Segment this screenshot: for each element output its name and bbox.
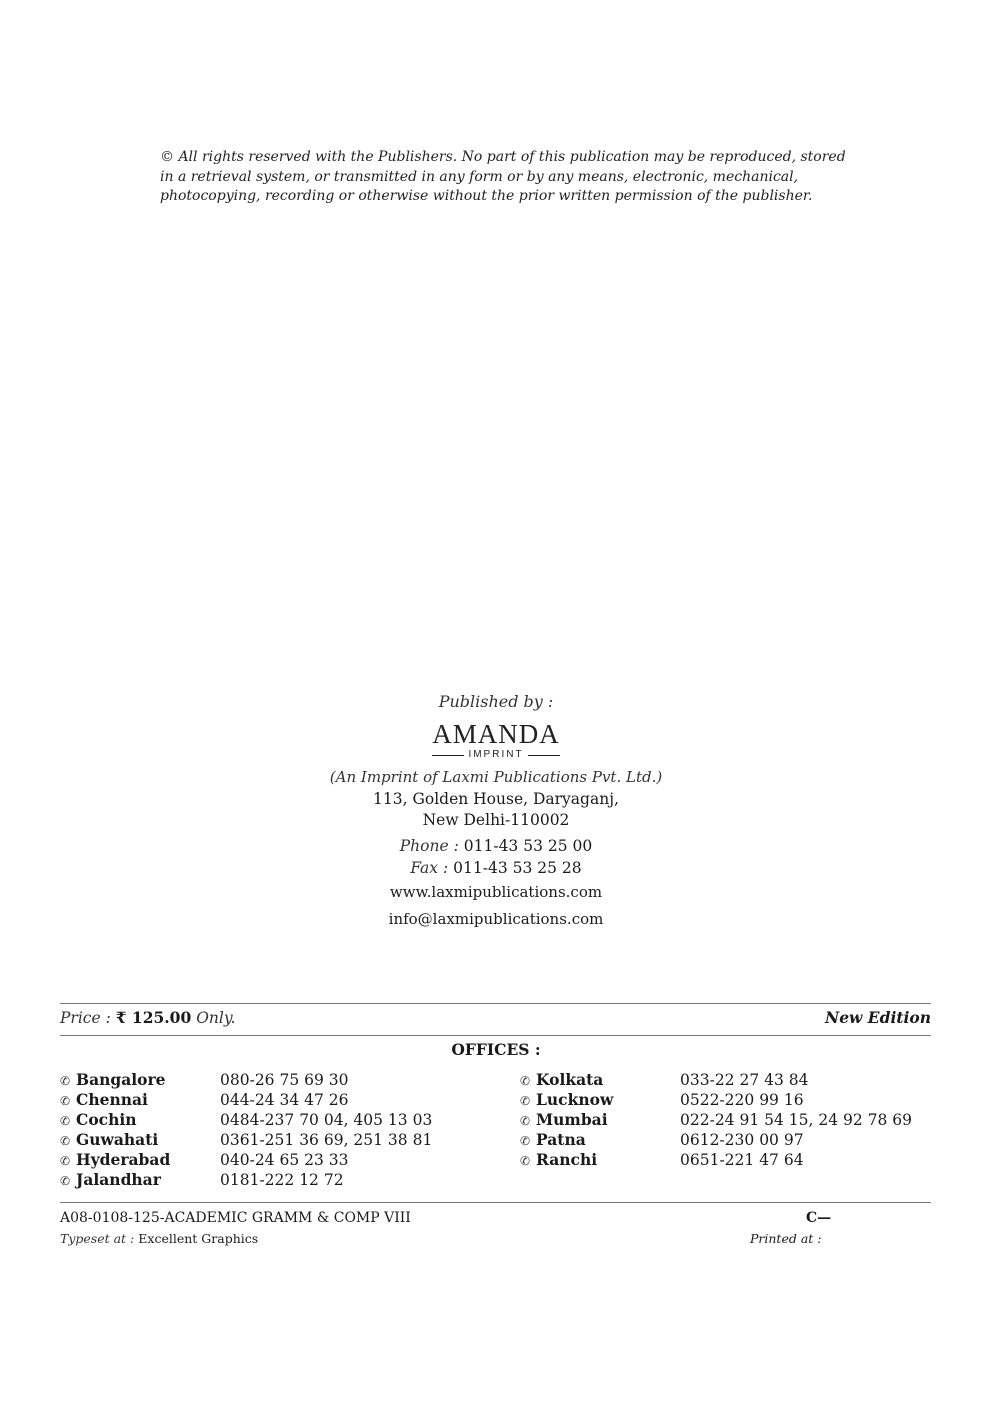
logo-imprint (416, 749, 576, 761)
amanda-imprint-logo (416, 720, 576, 761)
phone-icon: ✆ (520, 1094, 531, 1108)
phone-icon: ✆ (60, 1154, 71, 1168)
imprint-of-line: (An Imprint of Laxmi Publications Pvt. Ltd.) (329, 768, 663, 786)
phone-icon: ✆ (520, 1154, 531, 1168)
logo-rule-left (432, 755, 464, 756)
price-row (60, 1007, 931, 1029)
logo-rule-right (528, 755, 560, 756)
printed-at-label: Printed at : (750, 1231, 822, 1246)
office-city: Kolkata (536, 1070, 604, 1089)
publisher-block (0, 690, 992, 933)
phone-value: 011-43 53 25 00 (463, 837, 593, 855)
price-label: Price : (60, 1009, 111, 1027)
office-phone: 0361-251 36 69, 251 38 81 (220, 1131, 433, 1149)
office-phone: 0181-222 12 72 (220, 1171, 344, 1189)
office-city: Jalandhar (76, 1170, 161, 1189)
office-phone: 044-24 34 47 26 (220, 1091, 349, 1109)
office-city: Bangalore (76, 1070, 166, 1089)
fax-row (0, 857, 992, 879)
phone-icon: ✆ (520, 1114, 531, 1128)
office-phone: 022-24 91 54 15, 24 92 78 69 (680, 1111, 913, 1129)
office-row (60, 1090, 432, 1110)
phone-row (0, 835, 992, 857)
office-phone: 080-26 75 69 30 (220, 1071, 349, 1089)
address-line-1: 113, Golden House, Daryaganj, (373, 790, 619, 808)
price-suffix: Only. (196, 1009, 236, 1027)
office-phone: 0484-237 70 04, 405 13 03 (220, 1111, 433, 1129)
fax-value: 011-43 53 25 28 (453, 859, 582, 877)
phone-icon: ✆ (60, 1174, 71, 1188)
phone-icon: ✆ (60, 1134, 71, 1148)
office-city: Chennai (76, 1090, 148, 1109)
office-row (60, 1170, 432, 1190)
office-city: Cochin (76, 1110, 137, 1129)
office-phone: 040-24 65 23 33 (220, 1151, 349, 1169)
email-link[interactable]: info@laxmipublications.com (388, 910, 604, 928)
logo-imprint-text: IMPRINT (468, 749, 524, 760)
phone-icon: ✆ (520, 1074, 531, 1088)
office-city: Ranchi (536, 1150, 598, 1169)
office-city: Patna (536, 1130, 586, 1149)
phone-icon: ✆ (60, 1114, 71, 1128)
typeset-line (60, 1230, 258, 1248)
office-city: Hyderabad (76, 1150, 171, 1169)
office-phone: 0612-230 00 97 (680, 1131, 804, 1149)
office-row (520, 1090, 912, 1110)
logo-name: AMANDA (432, 719, 560, 749)
office-phone: 0522-220 99 16 (680, 1091, 804, 1109)
office-row (520, 1110, 912, 1130)
office-row (60, 1110, 432, 1130)
office-row (520, 1150, 912, 1170)
office-city: Guwahati (76, 1130, 159, 1149)
edition-label: New Edition (825, 1008, 931, 1027)
office-row (60, 1070, 432, 1090)
divider-price (60, 1035, 931, 1036)
book-code: A08-0108-125-ACADEMIC GRAMM & COMP VIII (60, 1210, 411, 1226)
phone-icon: ✆ (520, 1134, 531, 1148)
phone-icon: ✆ (60, 1074, 71, 1088)
offices-left-column (60, 1070, 432, 1190)
office-phone: 0651-221 47 64 (680, 1151, 804, 1169)
address-line-2: New Delhi-110002 (422, 811, 570, 829)
office-city: Mumbai (536, 1110, 608, 1129)
website-link[interactable]: www.laxmipublications.com (389, 883, 603, 901)
phone-icon: ✆ (60, 1094, 71, 1108)
fax-label: Fax : (410, 859, 449, 877)
price-amount: ₹ 125.00 (115, 1008, 192, 1027)
offices-heading: OFFICES : (451, 1040, 541, 1059)
published-by-label: Published by : (438, 692, 554, 711)
c-mark: C— (806, 1210, 832, 1226)
divider-footer (60, 1202, 931, 1203)
office-row (520, 1130, 912, 1150)
copyright-notice: © All rights reserved with the Publishers. No part of this publication may be reproduced, stored in a retrieval system, or transmitted in any form or by any means, electronic, mechanical, photocopying, recording or otherwise without the prior written permission of the publisher. (160, 149, 846, 204)
offices-right-column (520, 1070, 912, 1170)
phone-label: Phone : (399, 837, 459, 855)
office-city: Lucknow (536, 1090, 614, 1109)
typeset-value: Excellent Graphics (138, 1231, 259, 1246)
office-row (60, 1130, 432, 1150)
office-row (60, 1150, 432, 1170)
typeset-label: Typeset at : (60, 1231, 135, 1246)
office-row (520, 1070, 912, 1090)
divider-top (60, 1003, 931, 1004)
office-phone: 033-22 27 43 84 (680, 1071, 809, 1089)
